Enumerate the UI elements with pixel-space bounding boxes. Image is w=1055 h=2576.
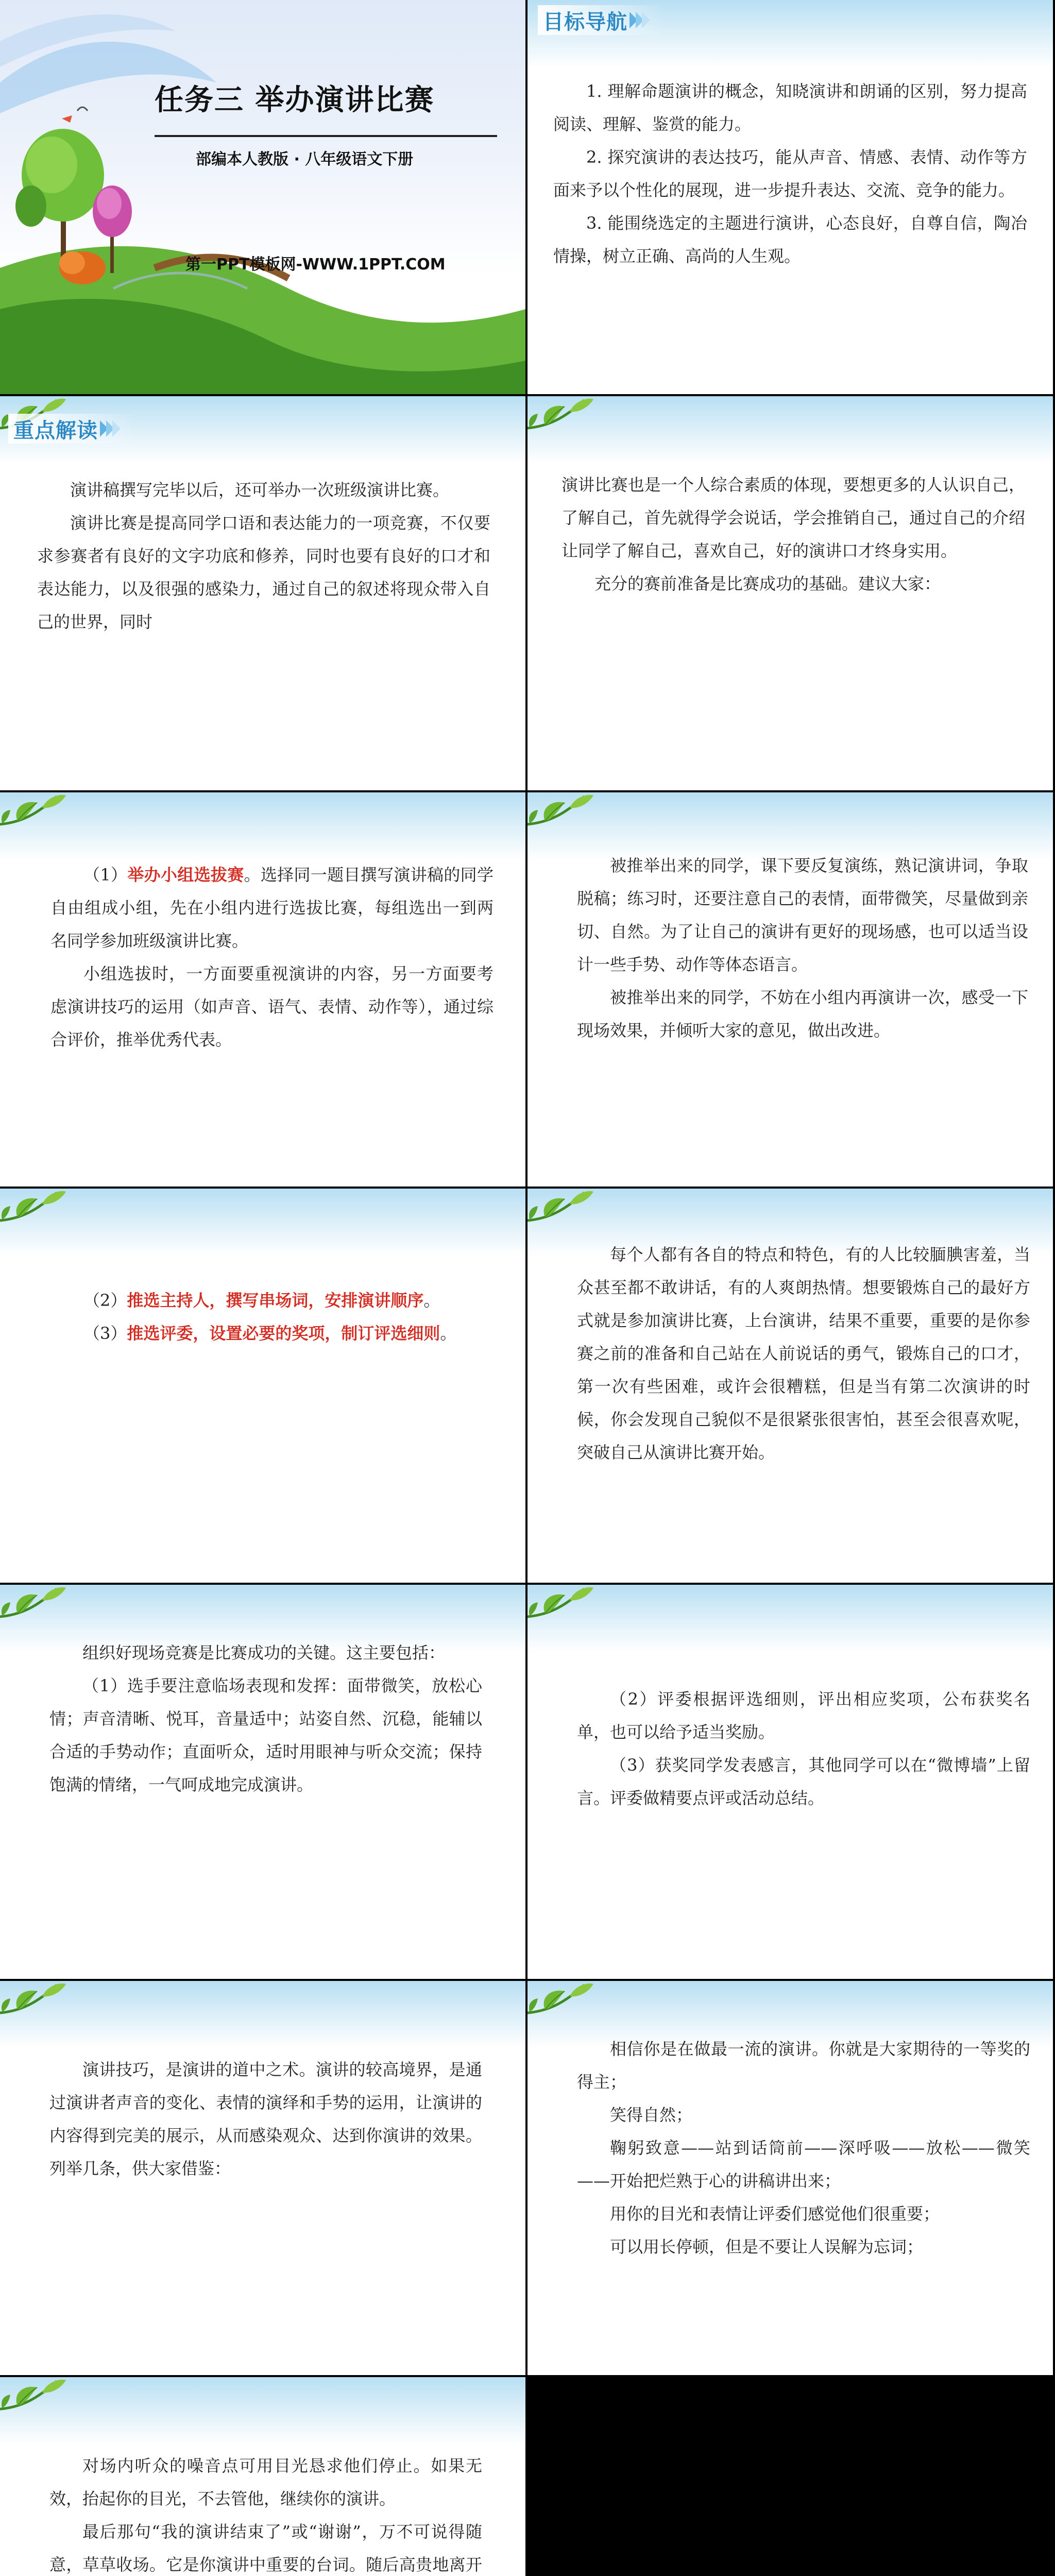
content-slide <box>528 1585 1053 1979</box>
paragraph: 每个人都有各自的特点和特色，有的人比较腼腆害羞，当众甚至都不敢讲话，有的人爽朗热情。想要锻炼自己的最好方式就是参加演讲比赛，上台演讲，结果不重要，重要的是你参赛之前的准备和自己站在人前说话的勇气，锻炼自己的口才，第一次有些困难，或许会很糟糕，但是当有第二次演讲的时候，你会发现自己貌似不是很紧张很害怕，甚至会很喜欢呢，突破自己从演讲比赛开始。 <box>577 1245 1030 1462</box>
goal-item: 1. 理解命题演讲的概念，知晓演讲和朗诵的区别，努力提高阅读、理解、鉴赏的能力。 <box>553 81 1027 134</box>
item-number: （2） <box>83 1291 127 1310</box>
highlight-text: 推选评委，设置必要的奖项，制订评选细则 <box>127 1324 440 1343</box>
paragraph: 演讲技巧，是演讲的道中之术。演讲的较高境界，是通过演讲者声音的变化、表情的演绎和手势的运用，让演讲的内容得到完美的展示，从而感染观众、达到你演讲的效果。列举几条，供大家借鉴： <box>49 2060 482 2178</box>
sky-band <box>528 1585 1053 1652</box>
section-badge <box>538 5 666 35</box>
paragraph: 小组选拔时，一方面要重视演讲的内容，另一方面要考虑演讲技巧的运用（如声音、语气、表情、动作等），通过综合评价，推举优秀代表。 <box>50 964 494 1049</box>
goal-item: 2. 探究演讲的表达技巧，能从声音、情感、表情、动作等方面来予以个性化的展现，进一步提升表达、交流、竞争的能力。 <box>553 147 1027 200</box>
paragraph: 相信你是在做最一流的演讲。你就是大家期待的一等奖的得主； <box>577 2039 1030 2092</box>
cover-slide <box>0 0 525 394</box>
title-divider <box>155 135 497 137</box>
paragraph: 演讲比赛也是一个人综合素质的体现，要想更多的人认识自己，了解自己，首先就得学会说话，学会推销自己，通过自己的介绍让同学了解自己，喜欢自己，好的演讲口才终身实用。 <box>561 475 1025 561</box>
body-text <box>577 1238 1030 1469</box>
badge-label: 目标导航 <box>543 10 627 34</box>
content-slide <box>528 792 1053 1187</box>
paragraph: 组织好现场竞赛是比赛成功的关键。这主要包括： <box>82 1643 446 1663</box>
paragraph: 充分的赛前准备是比赛成功的基础。建议大家： <box>594 574 941 594</box>
highlight-text: 推选主持人，撰写串场词，安排演讲顺序 <box>127 1291 424 1310</box>
paragraph: 演讲稿撰写完毕以后，还可举办一次班级演讲比赛。 <box>70 480 450 500</box>
section-badge <box>8 414 136 444</box>
body-text <box>561 468 1025 600</box>
key-points-slide <box>0 396 525 790</box>
sky-band <box>0 792 525 859</box>
item-number: （1） <box>83 865 128 885</box>
chevron-arrows-icon <box>632 12 650 28</box>
paragraph-rest: 。选择同一题目撰写演讲稿的同学自由组成小组，先在小组内进行选拔比赛，每组选出一到两名同学参加班级演讲比赛。 <box>50 865 494 951</box>
goals-text <box>553 75 1027 273</box>
sky-band <box>0 1189 525 1256</box>
paragraph: 被推举出来的同学，不妨在小组内再演讲一次，感受一下现场效果，并倾听大家的意见，做出改进。 <box>577 988 1028 1040</box>
content-slide <box>0 1981 525 2375</box>
paragraph: 笑得自然； <box>610 2105 693 2125</box>
paragraph <box>50 1317 494 1350</box>
paragraph: （3）获奖同学发表感言，其他同学可以在“微博墙”上留言。评委做精要点评或活动总结。 <box>577 1755 1030 1808</box>
sprout-icon <box>528 792 594 834</box>
sprout-icon <box>0 1189 67 1230</box>
sky-band <box>528 396 1053 463</box>
body-text <box>49 1636 482 1801</box>
body-text <box>49 2053 482 2185</box>
sprout-icon <box>0 1981 67 2022</box>
sprout-icon <box>0 2377 67 2418</box>
body-text <box>37 473 490 638</box>
body-text <box>50 858 494 1056</box>
content-slide <box>0 2377 525 2576</box>
cover-title: 任务三 举办演讲比赛 <box>155 83 435 117</box>
paragraph: 被推举出来的同学，课下要反复演练，熟记演讲词，争取脱稿；练习时，还要注意自己的表情，面带微笑，尽量做到亲切、自然。为了让自己的演讲有更好的现场感，也可以适当设计一些手势、动作等体态语言。 <box>577 856 1028 974</box>
content-slide <box>0 1585 525 1979</box>
badge-label: 重点解读 <box>13 418 98 443</box>
paragraph: （1）选手要注意临场表现和发挥：面带微笑，放松心情；声音清晰、悦耳，音量适中；站姿自然、沉稳，能辅以合适的手势动作；直面听众，适时用眼神与听众交流；保持饱满的情绪，一气呵成地完成演讲。 <box>49 1676 482 1794</box>
body-text <box>577 2032 1030 2263</box>
sprout-icon <box>0 792 67 834</box>
content-slide <box>528 396 1053 790</box>
sprout-icon <box>528 1585 594 1626</box>
paragraph: 对场内听众的噪音点可用目光恳求他们停止。如果无效，抬起你的目光，不去管他，继续你的演讲。 <box>49 2456 482 2509</box>
paragraph: 可以用长停顿，但是不要让人误解为忘词； <box>610 2237 924 2257</box>
punctuation: 。 <box>423 1291 440 1310</box>
highlight-text: 举办小组选拔赛 <box>127 865 244 885</box>
body-text <box>577 1683 1030 1815</box>
cover-subtitle: 部编本人教版 · 八年级语文下册 <box>196 150 414 168</box>
chevron-arrows-icon <box>102 420 121 437</box>
sky-band <box>0 1981 525 2048</box>
landscape-illustration <box>0 0 525 394</box>
body-text <box>49 2449 482 2576</box>
cover-site: 第一PPT模板网-WWW.1PPT.COM <box>185 256 446 274</box>
body-text <box>577 849 1028 1047</box>
content-slide <box>0 1189 525 1583</box>
sky-band <box>0 2377 525 2444</box>
body-text <box>50 1284 494 1350</box>
content-slide <box>528 1189 1053 1583</box>
paragraph: 演讲比赛是提高同学口语和表达能力的一项竞赛，不仅要求参赛者有良好的文字功底和修养，同时也要有良好的口才和表达能力，以及很强的感染力，通过自己的叙述将现众带入自己的世界，同时 <box>37 513 490 632</box>
paragraph: 最后那句“我的演讲结束了”或“谢谢”，万不可说得随意，草草收场。它是你演讲中重要的台词。随后高贵地离开 <box>49 2522 482 2574</box>
paragraph: 用你的目光和表情让评委们感觉他们很重要； <box>610 2204 940 2224</box>
item-number: （3） <box>83 1324 127 1343</box>
paragraph: 鞠躬致意——站到话筒前——深呼吸——放松——微笑——开始把烂熟于心的讲稿讲出来； <box>577 2138 1030 2191</box>
sprout-icon <box>528 1981 594 2022</box>
sprout-icon <box>528 396 594 437</box>
paragraph: （2）评委根据评选细则，评出相应奖项，公布获奖名单，也可以给予适当奖励。 <box>577 1689 1030 1742</box>
sprout-icon <box>0 1585 67 1626</box>
paragraph <box>50 1284 494 1317</box>
goal-item: 3. 能围绕选定的主题进行演讲，心态良好，自尊自信，陶冶情操，树立正确、高尚的人生观。 <box>553 213 1027 266</box>
content-slide <box>0 792 525 1187</box>
content-slide <box>528 1981 1053 2375</box>
goals-slide <box>528 0 1053 394</box>
sprout-icon <box>528 1189 594 1230</box>
punctuation: 。 <box>440 1324 457 1343</box>
paragraph <box>50 858 494 957</box>
